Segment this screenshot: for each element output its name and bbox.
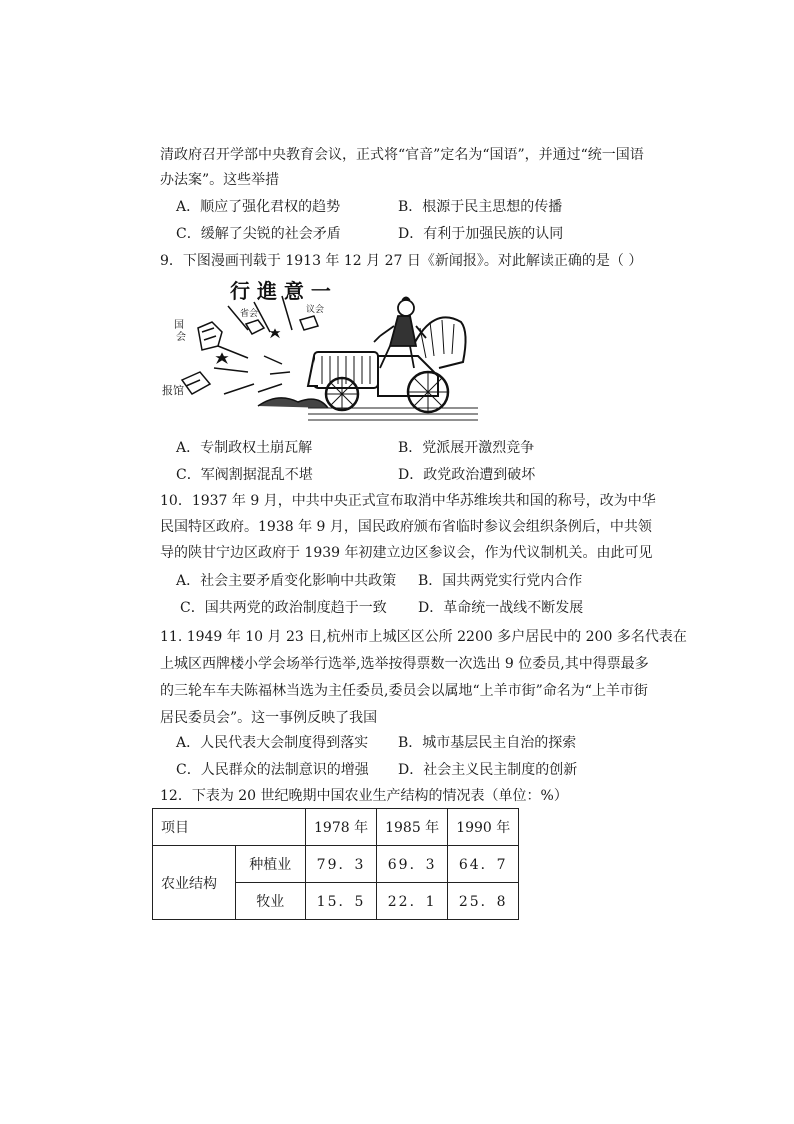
table-cell: 69．3 [377,846,448,883]
q9-option-a: A．专制政权土崩瓦解 [176,440,313,456]
q9-option-b: B．党派展开激烈竞争 [398,440,535,456]
q8-option-d: D．有利于加强民族的认同 [398,226,564,242]
q8-stem-line-1: 清政府召开学部中央教育会议，正式将“官音”定名为“国语”，并通过“统一国语 [160,147,644,163]
q11-option-d: D．社会主义民主制度的创新 [398,762,578,778]
q11-stem-line-3: 的三轮车车夫陈福林当选为主任委员,委员会以属地“上羊市街”命名为“上羊市街 [160,683,648,699]
q10-option-c: C．国共两党的政治制度趋于一致 [180,600,387,616]
table-cell: 64．7 [448,846,519,883]
table-row-label: 种植业 [235,846,305,883]
q11-option-b: B．城市基层民主自治的探索 [398,735,577,751]
table-cell: 15．5 [306,883,377,920]
q10-stem-line-2: 民国特区政府。1938 年 9 月，国民政府颁布省临时参议会组织条例后，中共领 [160,519,652,535]
table-row [153,846,519,883]
table-cell: 79．3 [306,846,377,883]
q11-option-a: A．人民代表大会制度得到落实 [176,735,369,751]
table-header-item: 项目 [153,809,306,846]
q11-stem-line-4: 居民委员会”。这一事例反映了我国 [160,710,378,726]
q11-stem-line-2: 上城区西牌楼小学会场举行选举,选举按得票数一次选出 9 位委员,其中得票最多 [160,656,649,672]
q8-option-b: B．根源于民主思想的传播 [398,199,563,215]
q10-option-b: B．国共两党实行党内合作 [418,573,583,589]
agriculture-structure-table [152,808,519,920]
table-header-row [153,809,519,846]
table-header-year: 1990 年 [448,809,519,846]
table-header-year: 1985 年 [377,809,448,846]
q11-stem-line-1: 11. 1949 年 10 月 23 日,杭州市上城区区公所 2200 多户居民中的 200 多名代表在 [160,629,687,645]
q8-option-a: A．顺应了强化君权的趋势 [176,199,341,215]
q10-option-a: A．社会主要矛盾变化影响中共政策 [176,573,397,589]
cartoon-label-guo: 国 [174,320,184,331]
cartoon-illustration [158,276,480,424]
cartoon-headline: 行 進 意 一 [230,279,331,303]
q9-option-c: C．军阀割据混乱不堪 [176,467,313,483]
table-group-label: 农业结构 [153,846,236,920]
table-row-label: 牧业 [235,883,305,920]
cartoon-label-shenghui: 省会 [240,309,259,319]
cartoon-label-baoguan: 报馆 [162,384,184,397]
q10-option-d: D．革命统一战线不断发展 [418,600,584,616]
q10-stem-line-3: 导的陕甘宁边区政府于 1939 年初建立边区参议会，作为代议制机关。由此可见 [160,545,653,561]
q9-stem: 9．下图漫画刊载于 1913 年 12 月 27 日《新闻报》。对此解读正确的是（ ） [160,253,643,269]
cartoon-label-hui: 会 [176,332,186,343]
cartoon-label-yihui: 议会 [306,305,325,315]
q9-cartoon [158,276,480,424]
q8-option-c: C．缓解了尖锐的社会矛盾 [176,226,341,242]
table-cell: 22．1 [377,883,448,920]
table-header-year: 1978 年 [306,809,377,846]
q8-stem-line-2: 办法案”。这些举措 [160,172,280,188]
q12-stem: 12．下表为 20 世纪晚期中国农业生产结构的情况表（单位：%） [160,788,568,804]
table-cell: 25．8 [448,883,519,920]
q11-option-c: C．人民群众的法制意识的增强 [176,762,369,778]
q9-option-d: D．政党政治遭到破坏 [398,467,536,483]
q10-stem-line-1: 10．1937 年 9 月，中共中央正式宣布取消中华苏维埃共和国的称号，改为中华 [160,493,656,509]
